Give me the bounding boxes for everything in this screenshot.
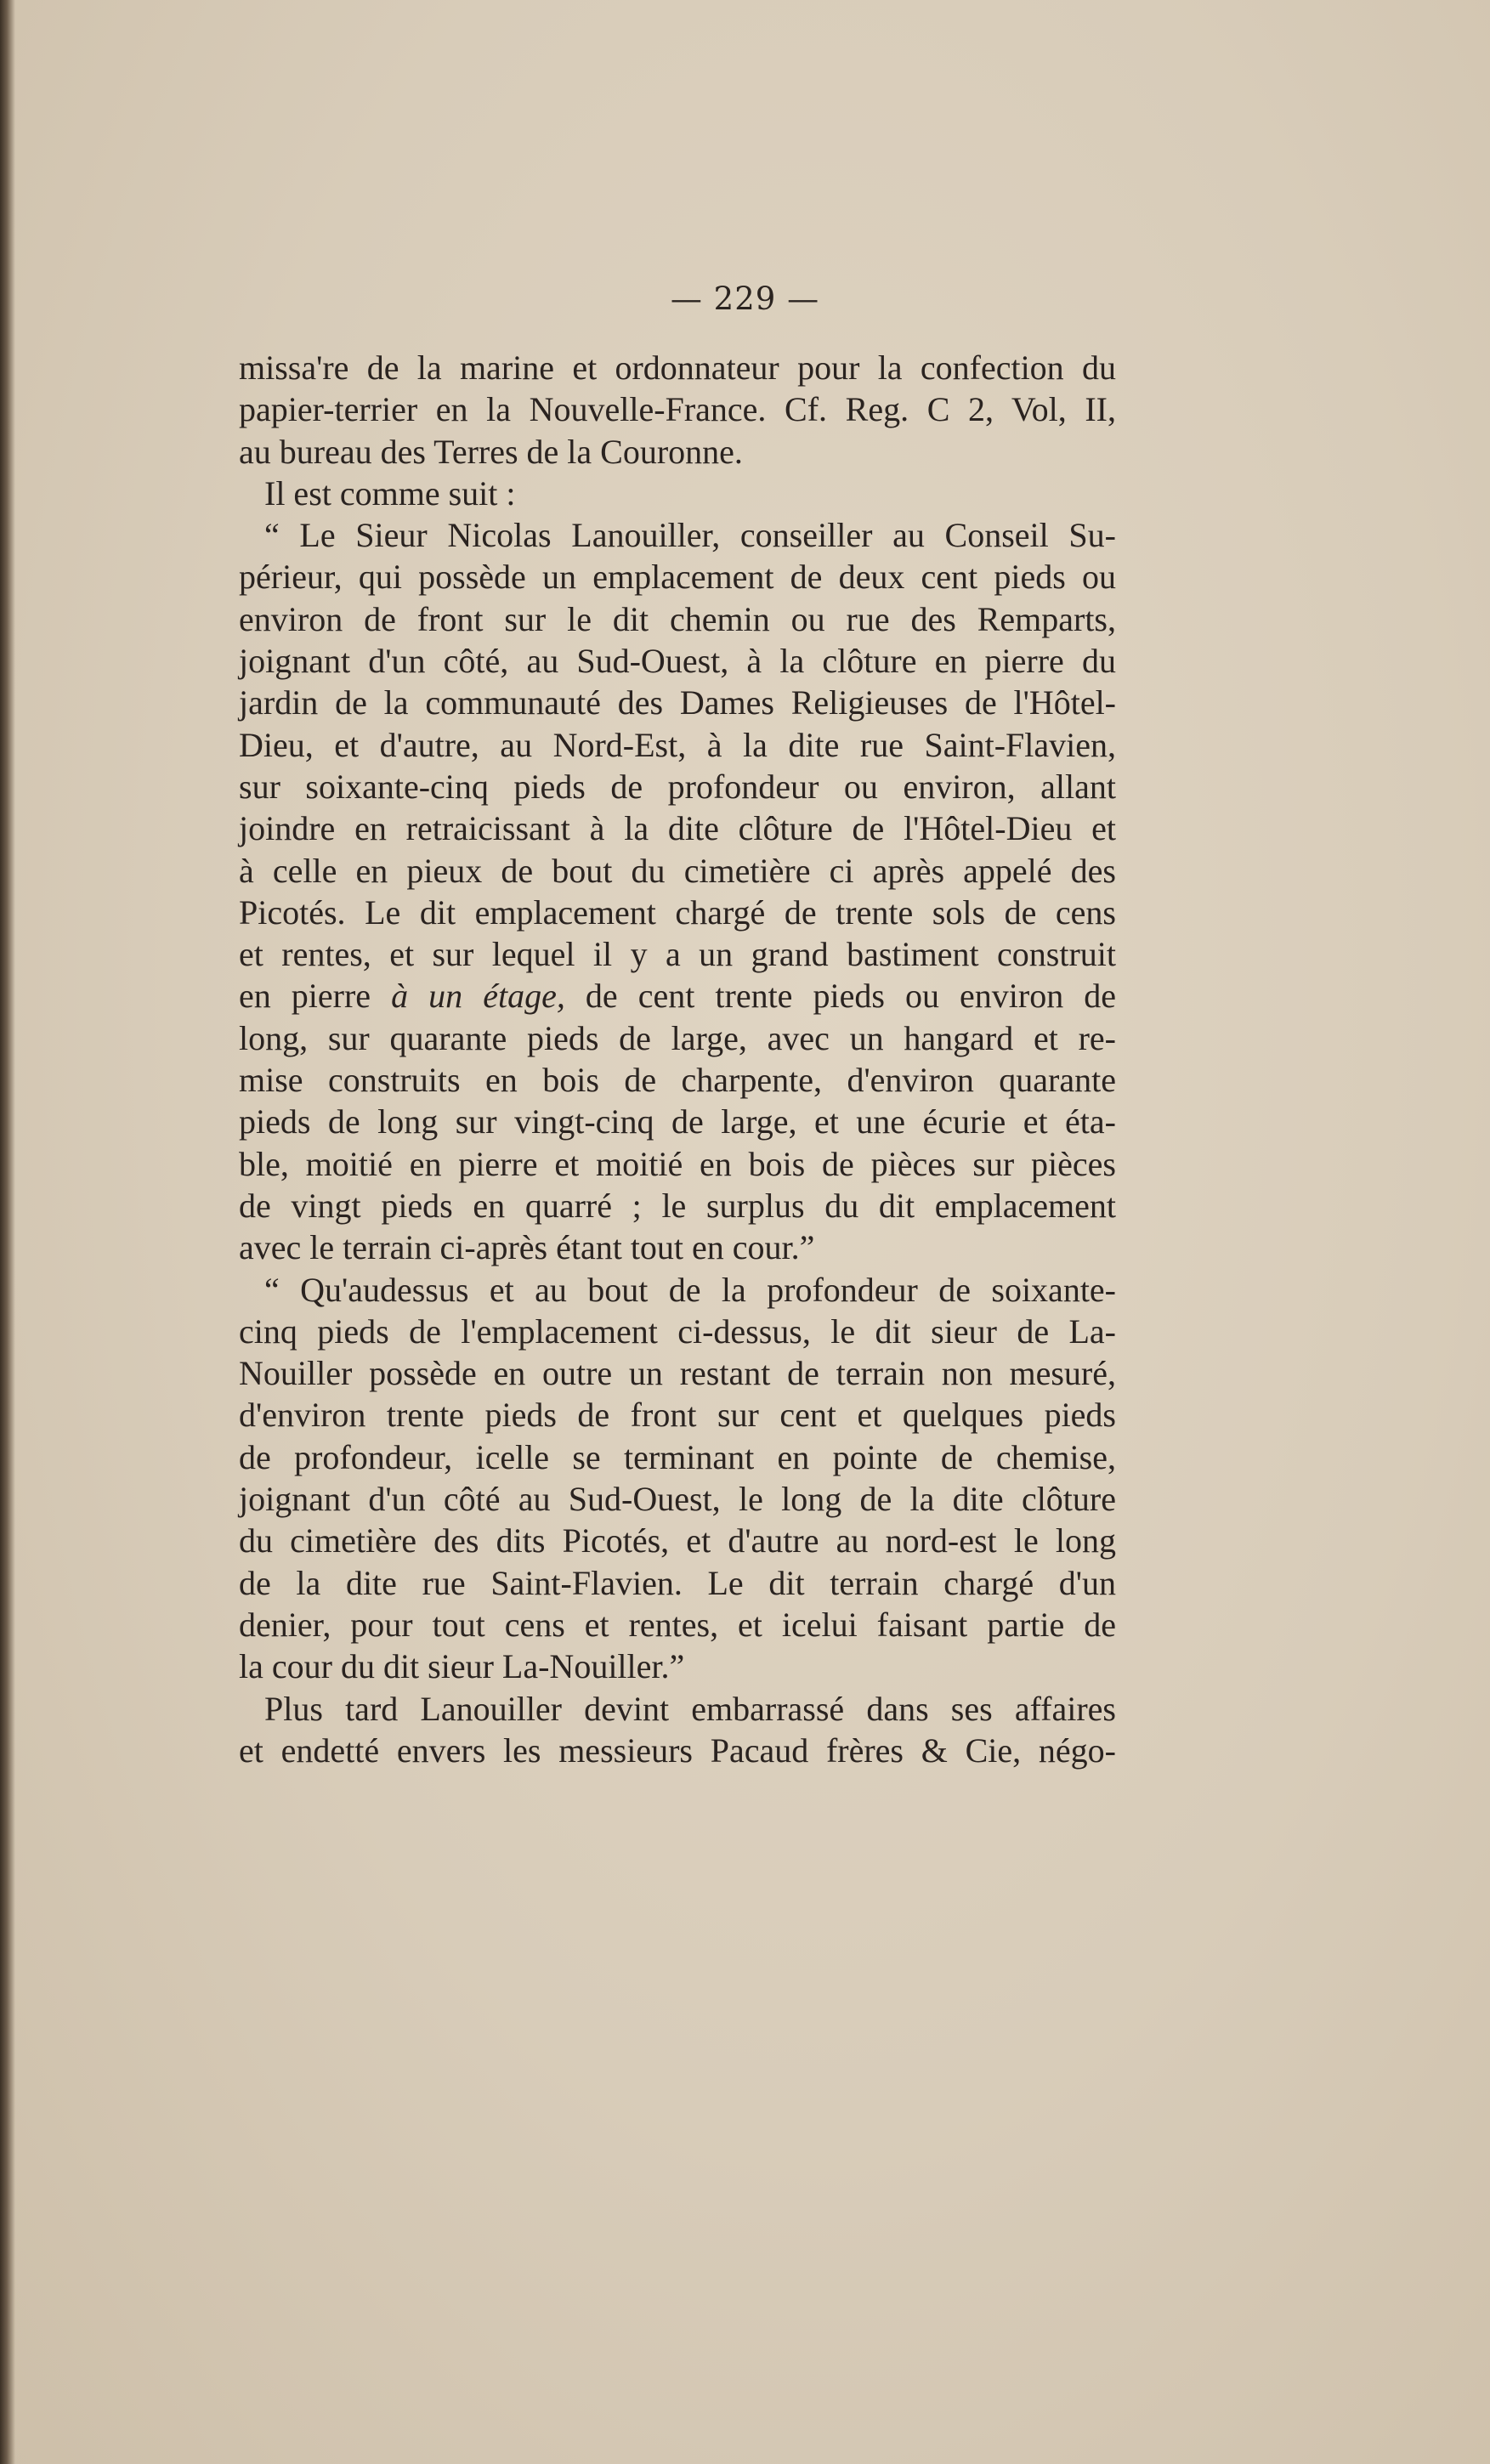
- text-line: d'environ trente pieds de front sur cent et quelques pieds: [239, 1396, 1116, 1435]
- text-line: mise construits en bois de charpente, d'environ quarante: [239, 1061, 1116, 1100]
- text-segment: en pierre: [239, 977, 392, 1016]
- text-line: jardin de la communauté des Dames Religieuses de l'Hôtel-: [239, 683, 1116, 722]
- text-line: Picotés. Le dit emplacement chargé de trente sols de cens: [239, 892, 1116, 932]
- text-line: et endetté envers les messieurs Pacaud frères & Cie, négo-: [239, 1730, 1116, 1770]
- text-line: joignant d'un côté, au Sud-Ouest, à la clôture en pierre du: [239, 642, 1116, 681]
- text-line: pieds de long sur vingt-cinq de large, et une écurie et éta-: [239, 1102, 1116, 1141]
- text-line: joignant d'un côté au Sud-Ouest, le long de la dite clôture: [239, 1480, 1116, 1519]
- text-line: Plus tard Lanouiller devint embarrassé dans ses affaires: [264, 1689, 1116, 1728]
- body-text: [239, 347, 1116, 1771]
- text-line: de profondeur, icelle se terminant en pointe de chemise,: [239, 1437, 1116, 1476]
- text-line: la cour du dit sieur La-Nouiller.”: [239, 1647, 685, 1686]
- text-line: ble, moitié en pierre et moitié en bois de pièces sur pièces: [239, 1144, 1116, 1183]
- text-line: et rentes, et sur lequel il y a un grand bastiment construit: [239, 935, 1116, 974]
- text-line: Il est comme suit :: [264, 473, 516, 513]
- italic-segment: à un étage,: [391, 977, 565, 1016]
- text-line: Dieu, et d'autre, au Nord-Est, à la dite rue Saint-Flavien,: [239, 725, 1116, 764]
- text-line: de la dite rue Saint-Flavien. Le dit terrain chargé d'un: [239, 1563, 1116, 1602]
- text-line: périeur, qui possède un emplacement de deux cent pieds ou: [239, 558, 1116, 597]
- text-line: joindre en retraicissant à la dite clôture de l'Hôtel-Dieu et: [239, 809, 1116, 848]
- text-line: environ de front sur le dit chemin ou rue des Remparts,: [239, 599, 1116, 638]
- text-line: du cimetière des dits Picotés, et d'autre au nord-est le long: [239, 1521, 1116, 1561]
- text-segment: de cent trente pieds ou environ de: [564, 977, 1117, 1016]
- text-line: Nouiller possède en outre un restant de terrain non mesuré,: [239, 1354, 1116, 1393]
- text-line: cinq pieds de l'emplacement ci-dessus, le dit sieur de La-: [239, 1311, 1116, 1351]
- text-line: “ Qu'audessus et au bout de la profondeur de soixante-: [264, 1270, 1116, 1309]
- text-line: missa're de la marine et ordonnateur pour la confection du: [239, 348, 1116, 387]
- text-line: à celle en pieux de bout du cimetière ci après appelé des: [239, 851, 1116, 890]
- text-line: papier-terrier en la Nouvelle-France. Cf. Reg. C 2, Vol, II,: [239, 390, 1116, 429]
- text-line: sur soixante-cinq pieds de profondeur ou environ, allant: [239, 767, 1116, 806]
- binding-shadow: [0, 0, 15, 2464]
- text-line-with-italic: [239, 975, 1116, 1017]
- text-line: denier, pour tout cens et rentes, et icelui faisant partie de: [239, 1605, 1116, 1644]
- text-line: au bureau des Terres de la Couronne.: [239, 432, 743, 471]
- page-number: — 229 —: [670, 280, 820, 317]
- text-line: “ Le Sieur Nicolas Lanouiller, conseiller au Conseil Su-: [264, 516, 1116, 555]
- text-line: avec le terrain ci-après étant tout en cour.”: [239, 1228, 815, 1267]
- text-line: de vingt pieds en quarré ; le surplus du dit emplacement: [239, 1186, 1116, 1225]
- text-line: long, sur quarante pieds de large, avec un hangard et re-: [239, 1018, 1116, 1057]
